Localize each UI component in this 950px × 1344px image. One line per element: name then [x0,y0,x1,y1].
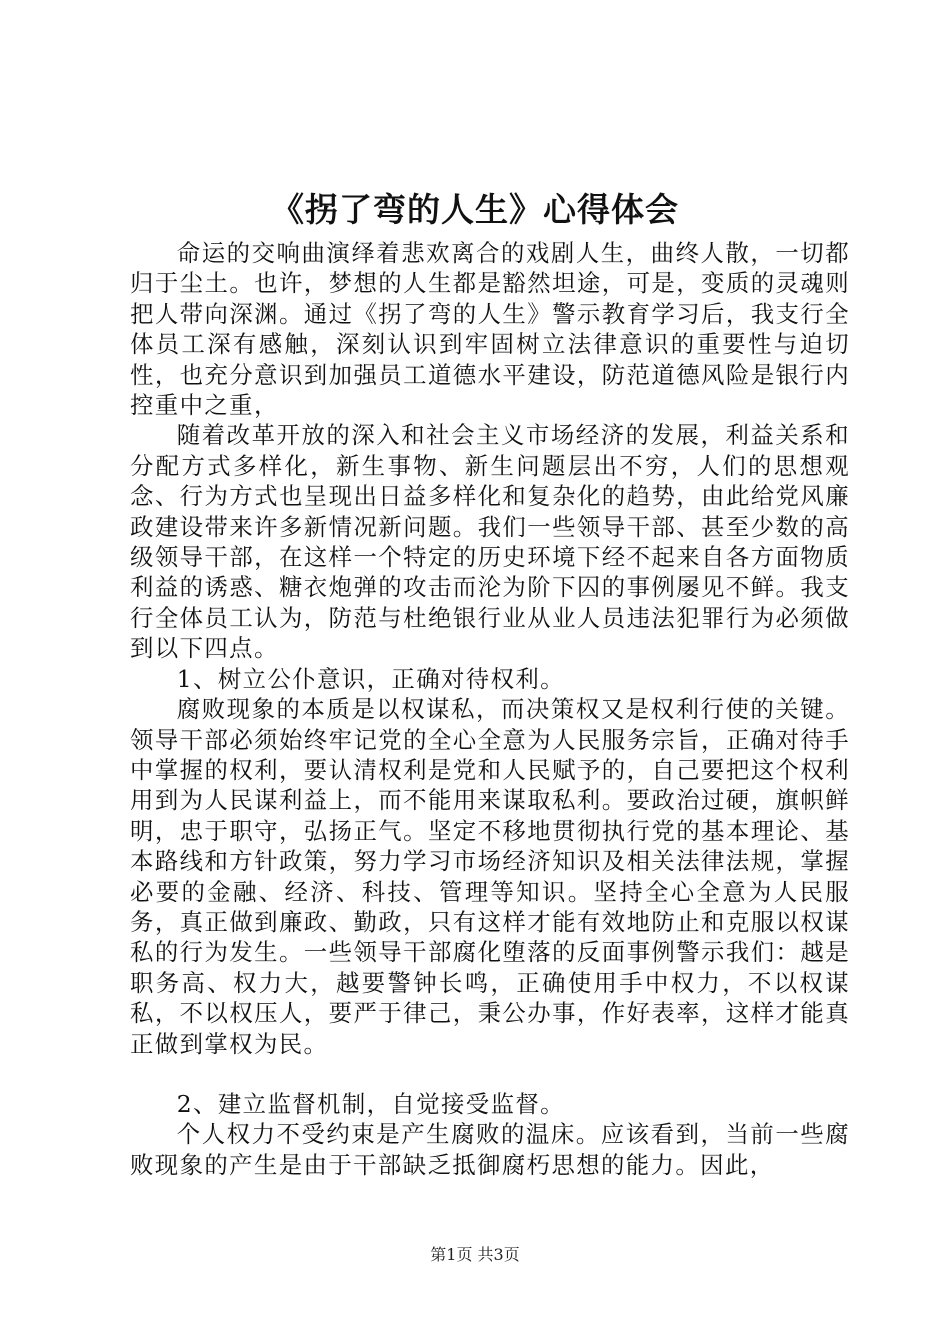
page-number-footer: 第1页 共3页 [430,1245,520,1264]
paragraph-section-2: 个人权力不受约束是产生腐败的温床。应该看到，当前一些腐败现象的产生是由于干部缺乏抵御腐朽思想的能力。因此， [130,1120,850,1179]
paragraph-intro: 命运的交响曲演绎着悲欢离合的戏剧人生，曲终人散，一切都归于尘土。也许，梦想的人生都是豁然坦途，可是，变质的灵魂则把人带向深渊。通过《拐了弯的人生》警示教育学习后，我支行全体员工深有感触，深刻认识到牢固树立法律意识的重要性与迫切性，也充分意识到加强员工道德水平建设，防范道德风险是银行内控重中之重， [130,239,850,420]
section-heading-1: 1、树立公仆意识，正确对待权利。 [176,664,565,693]
paragraph-background: 随着改革开放的深入和社会主义市场经济的发展，利益关系和分配方式多样化，新生事物、新生问题层出不穷，人们的思想观念、行为方式也呈现出日益多样化和复杂化的趋势，由此给党风廉政建设带来许多新情况新问题。我们一些领导干部、甚至少数的高级领导干部，在这样一个特定的历史环境下经不起来自各方面物质利益的诱惑、糖衣炮弹的攻击而沦为阶下囚的事例屡见不鲜。我支行全体员工认为，防范与杜绝银行业从业人员违法犯罪行为必须做到以下四点。 [130,421,850,663]
document-body [130,238,850,1180]
paragraph-section-1: 腐败现象的本质是以权谋私，而决策权又是权利行使的关键。领导干部必须始终牢记党的全心全意为人民服务宗旨，正确对待手中掌握的权利，要认清权利是党和人民赋予的，自己要把这个权利用到为人民谋利益上，而不能用来谋取私利。要政治过硬，旗帜鲜明，忠于职守，弘扬正气。坚定不移地贯彻执行党的基本理论、基本路线和方针政策，努力学习市场经济知识及相关法律法规，掌握必要的金融、经济、科技、管理等知识。坚持全心全意为人民服务，真正做到廉政、勤政，只有这样才能有效地防止和克服以权谋私的行为发生。一些领导干部腐化堕落的反面事例警示我们：越是职务高、权力大，越要警钟长鸣，正确使用手中权力，不以权谋私，不以权压人，要严于律己，秉公办事，作好表率，这样才能真正做到掌权为民。 [130,695,850,1058]
document-title: 《拐了弯的人生》心得体会 [271,190,679,229]
section-heading-2: 2、建立监督机制，自觉接受监督。 [176,1089,565,1118]
